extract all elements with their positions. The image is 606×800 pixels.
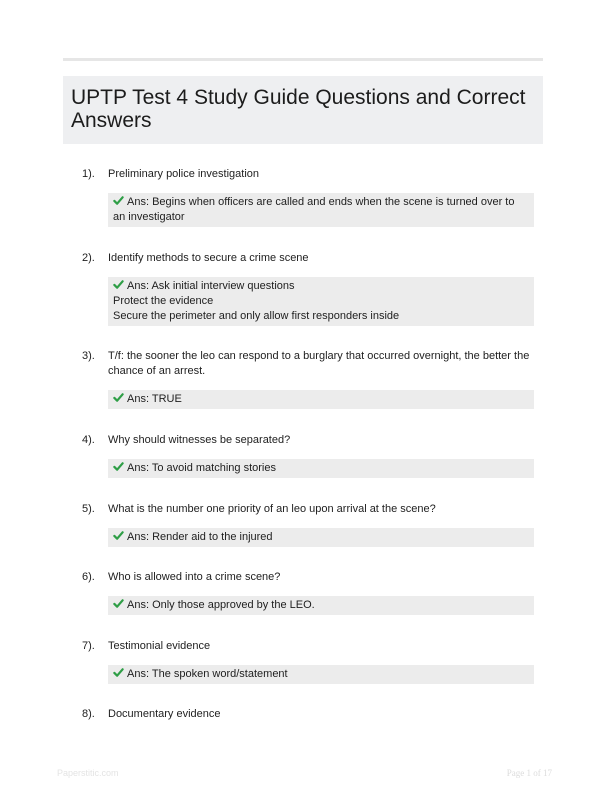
answer-line: Secure the perimeter and only allow first responders inside [113,310,400,322]
answer-text: Ans: TRUE [127,393,182,405]
answer-line [113,279,529,294]
check-icon [113,461,124,472]
answer-text: Ans: Render aid to the injured [127,531,273,543]
question-text: Identify methods to secure a crime scene [108,252,309,264]
answer-text: Ans: Ask initial interview questions [127,280,295,292]
answer-text: Ans: The spoken word/statement [127,668,288,680]
question-text: Testimonial evidence [108,640,211,652]
question-text: Who is allowed into a crime scene? [108,571,281,583]
answer-box [108,277,534,326]
answer-box [108,528,534,547]
answer-box [108,390,534,409]
question-number: 6). [82,571,95,583]
answer-text: Ans: Only those approved by the LEO. [127,599,315,611]
check-icon [113,392,124,403]
answer-box [108,665,534,684]
question-number: 8). [82,708,95,720]
question-number: 3). [82,350,95,362]
top-divider [63,58,543,61]
page-number: Page 1 of 17 [506,768,552,778]
page-title: UPTP Test 4 Study Guide Questions and Correct Answers [71,86,526,132]
answer-text: Ans: To avoid matching stories [127,462,276,474]
answer-line: Protect the evidence [113,295,214,307]
check-icon [113,195,124,206]
answer-text: Ans: Begins when officers are called and ends when the scene is turned over to an investigator [113,196,515,223]
question-text: Documentary evidence [108,708,221,720]
title-banner [63,76,543,144]
question-text: What is the number one priority of an leo upon arrival at the scene? [108,503,436,515]
check-icon [113,530,124,541]
answer-box [108,596,534,615]
answer-box [108,459,534,478]
question-text: T/f: the sooner the leo can respond to a burglary that occurred overnight, the better the chance of an arrest. [108,350,530,377]
check-icon [113,598,124,609]
question-number: 4). [82,434,95,446]
question-number: 5). [82,503,95,515]
question-number: 1). [82,168,95,180]
question-text: Preliminary police investigation [108,168,260,180]
question-text: Why should witnesses be separated? [108,434,291,446]
check-icon [113,279,124,290]
question-number: 7). [82,640,95,652]
footer-watermark: Paperstitic.com [57,768,119,778]
question-number: 2). [82,252,95,264]
check-icon [113,667,124,678]
answer-box [108,193,534,227]
